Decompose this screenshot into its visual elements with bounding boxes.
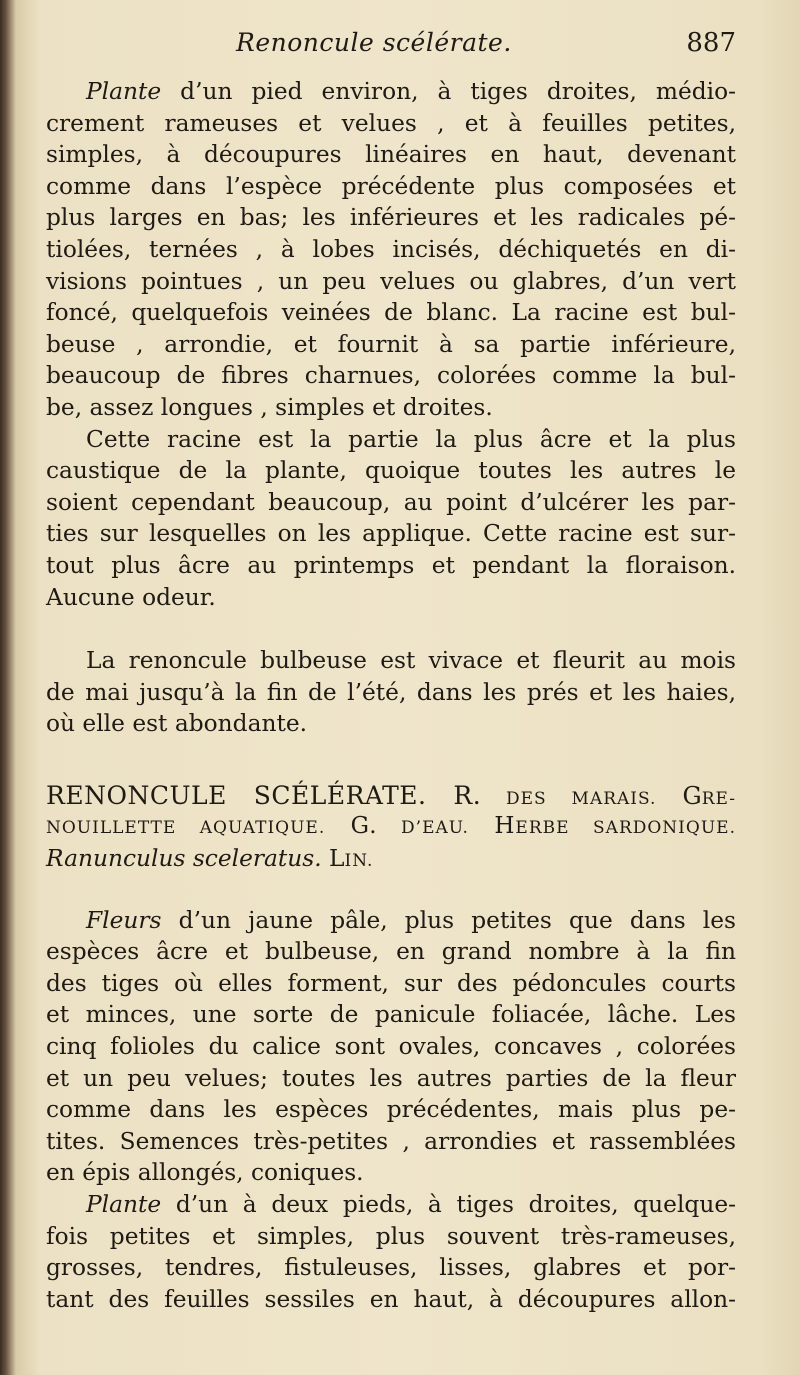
paragraph-1-line: visions pointues , un peu velues ou glabres, d’un vert — [46, 267, 736, 295]
paragraph-4-line: Fleurs d’un jaune pâle, plus petites que dans les — [86, 906, 736, 934]
paragraph-2-line: caustique de la plante, quoique toutes les autres le — [46, 457, 736, 485]
paragraph-1-line: beaucoup de fibres charnues, colorées comme la bul- — [46, 362, 736, 390]
paragraph-3-line: de mai jusqu’à la fin de l’été, dans les prés et les haies, — [46, 678, 736, 706]
paragraph-2-line: Cette racine est la partie la plus âcre et la plus — [86, 425, 736, 453]
paragraph-1-line: tiolées, ternées , à lobes incisés, déchiquetés en di- — [46, 235, 736, 263]
paragraph-2-line: soient cependant beaucoup, au point d’ulcérer les par- — [46, 488, 736, 516]
paragraph-2-line: tout plus âcre au printemps et pendant la floraison. — [46, 551, 736, 579]
entry-heading: RENONCULE SCÉLÉRATE. R. DES MARAIS. GRE- — [46, 780, 736, 810]
paragraph-3-line: La renoncule bulbeuse est vivace et fleurit au mois — [86, 647, 736, 675]
paragraph-1-line: comme dans l’espèce précédente plus composées et — [46, 172, 736, 200]
paragraph-1-line: beuse , arrondie, et fournit à sa partie inférieure, — [46, 330, 736, 358]
lead-word: Fleurs — [86, 906, 162, 934]
lead-word: Plante — [86, 1191, 162, 1218]
paragraph-1-line: be, assez longues , simples et droites. — [46, 393, 493, 421]
paragraph-4-line: cinq folioles du calice sont ovales, concaves , colorées — [46, 1033, 736, 1061]
page-header — [46, 28, 736, 68]
paragraph-4-line: tites. Semences très-petites , arrondies et rassemblées — [46, 1127, 736, 1155]
paragraph-5-line: tant des feuilles sessiles en haut, à découpures allon- — [46, 1285, 736, 1313]
paragraph-2-line: ties sur lesquelles on les applique. Cette racine est sur- — [46, 520, 736, 548]
paragraph-1-line: simples, à découpures linéaires en haut, devenant — [46, 141, 736, 169]
page-number: 887 — [686, 28, 736, 58]
paragraph-4-line: espèces âcre et bulbeuse, en grand nombre à la fin — [46, 938, 736, 966]
paragraph-5-line: Plante d’un à deux pieds, à tiges droites, quelque- — [86, 1191, 736, 1218]
running-title: Renoncule scélérate. — [236, 28, 512, 57]
lead-word: Plante — [86, 78, 162, 105]
paragraph-4-line: comme dans les espèces précédentes, mais plus pe- — [46, 1096, 736, 1124]
entry-title: RENONCULE SCÉLÉRATE. R. — [46, 780, 482, 810]
paragraph-2-line: Aucune odeur. — [46, 583, 216, 611]
paragraph-4-line: et un peu velues; toutes les autres parties de la fleur — [46, 1064, 736, 1092]
paragraph-1-line: foncé, quelquefois veinées de blanc. La racine est bul- — [46, 299, 736, 327]
body-text — [46, 76, 736, 1315]
paragraph-4-line: des tiges où elles forment, sur des pédoncules courts — [46, 969, 736, 997]
paragraph-4-line: et minces, une sorte de panicule foliacée, lâche. Les — [46, 1001, 736, 1029]
entry-latin-name: Ranunculus sceleratus. LIN. — [46, 845, 374, 873]
paragraph-1-line: plus larges en bas; les inférieures et les radicales pé- — [46, 204, 736, 232]
paragraph-1-line: crement rameuses et velues , et à feuilles petites, — [46, 109, 736, 137]
paragraph-5-line: fois petites et simples, plus souvent très-rameuses, — [46, 1222, 736, 1250]
paragraph-5-line: grosses, tendres, fistuleuses, lisses, glabres et por- — [46, 1254, 736, 1282]
paragraph-3-line: où elle est abondante. — [46, 710, 308, 738]
paragraph-1-line: Plante d’un pied environ, à tiges droites, médio- — [86, 78, 736, 105]
paragraph-4-line: en épis allongés, coniques. — [46, 1159, 364, 1187]
entry-synonyms: NOUILLETTE AQUATIQUE. G. D’EAU. HERBE SARDONIQUE. — [46, 813, 736, 840]
